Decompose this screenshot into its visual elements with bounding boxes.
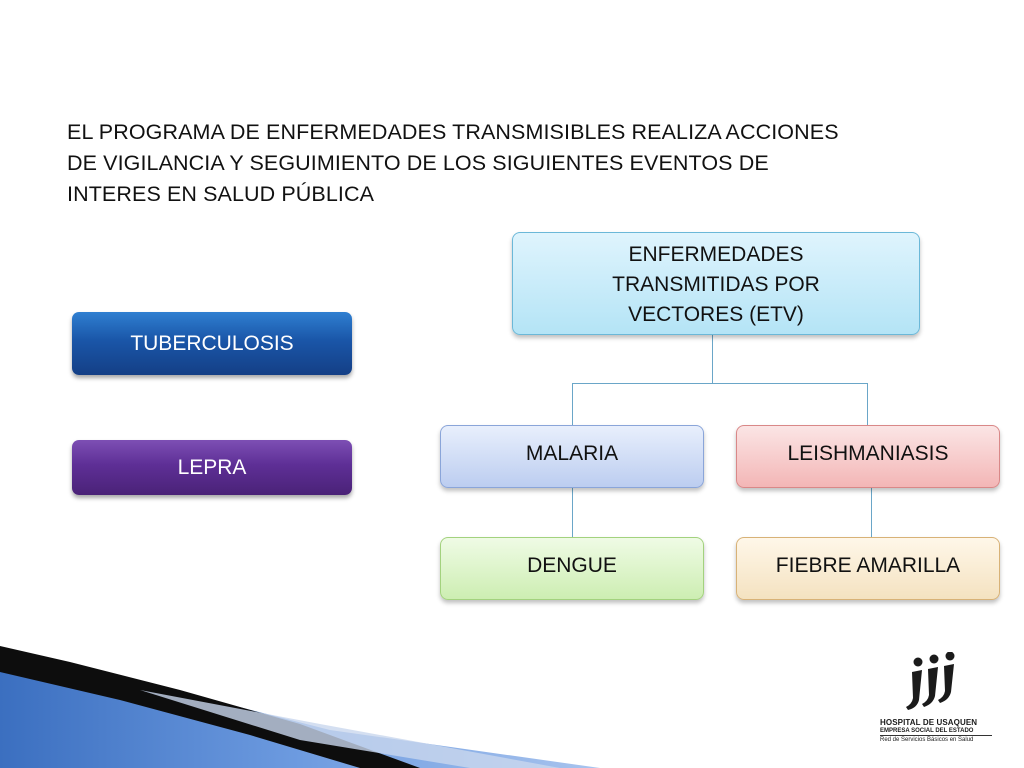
connector-to-leishmaniasis <box>867 383 868 425</box>
connector-to-malaria <box>572 383 573 425</box>
connector-malaria-dengue <box>572 488 573 537</box>
etv-line-1: ENFERMEDADES <box>628 242 804 266</box>
etv-line-2: TRANSMITIDAS POR <box>612 272 820 296</box>
connector-leish-fiebre <box>871 488 872 537</box>
tuberculosis-label: TUBERCULOSIS <box>130 331 294 355</box>
intro-line-3: INTERES EN SALUD PÚBLICA <box>67 182 375 206</box>
connector-root-down <box>712 335 713 383</box>
lepra-box <box>72 440 352 495</box>
dengue-label: DENGUE <box>527 554 617 577</box>
fiebre-amarilla-box <box>736 537 1000 600</box>
dengue-box <box>440 537 704 600</box>
intro-text <box>67 117 967 210</box>
etv-line-3: VECTORES (ETV) <box>628 302 804 326</box>
logo-line-3: Red de Servicios Básicos en Salud <box>880 737 974 743</box>
connector-horizontal <box>572 383 868 384</box>
malaria-label: MALARIA <box>525 442 619 465</box>
logo-line-1: HOSPITAL DE USAQUEN <box>880 718 978 727</box>
tuberculosis-box <box>72 312 352 375</box>
malaria-box <box>440 425 704 488</box>
leishmaniasis-label: LEISHMANIASIS <box>787 442 949 465</box>
leishmaniasis-box <box>736 425 1000 488</box>
hospital-logo-icon <box>902 652 972 712</box>
intro-line-2: DE VIGILANCIA Y SEGUIMIENTO DE LOS SIGUIENTES EVENTOS DE <box>67 151 769 175</box>
fiebre-amarilla-label: FIEBRE AMARILLA <box>775 554 961 577</box>
hospital-logo-text <box>880 718 992 745</box>
logo-line-2: EMPRESA SOCIAL DEL ESTADO <box>880 727 992 736</box>
etv-root-box <box>512 232 920 335</box>
lepra-label: LEPRA <box>177 455 247 479</box>
intro-line-1: EL PROGRAMA DE ENFERMEDADES TRANSMISIBLES REALIZA ACCIONES <box>67 120 839 144</box>
